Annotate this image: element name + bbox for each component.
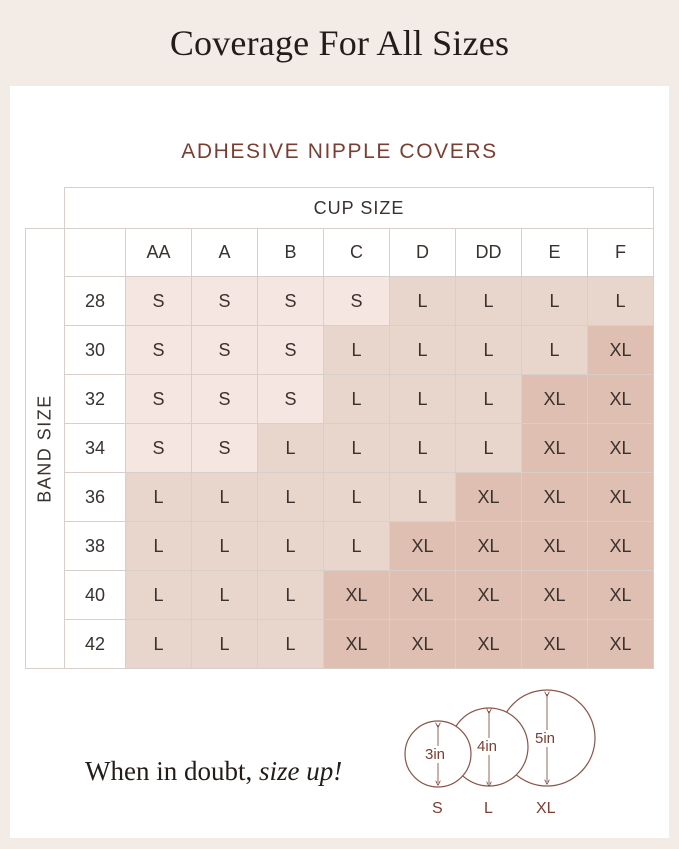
size-cell: S bbox=[258, 277, 324, 326]
size-cell: S bbox=[192, 375, 258, 424]
cup-header-e: E bbox=[522, 229, 588, 277]
cup-header-a: A bbox=[192, 229, 258, 277]
size-cell: XL bbox=[522, 522, 588, 571]
size-cell: L bbox=[324, 522, 390, 571]
size-cell: XL bbox=[522, 571, 588, 620]
size-cell: XL bbox=[522, 375, 588, 424]
size-cell: L bbox=[456, 277, 522, 326]
size-cell: L bbox=[192, 571, 258, 620]
size-cell: XL bbox=[522, 473, 588, 522]
cup-header-dd: DD bbox=[456, 229, 522, 277]
tagline-prefix: When in doubt, bbox=[85, 756, 259, 786]
size-cell: L bbox=[126, 571, 192, 620]
l-label: L bbox=[484, 800, 493, 817]
cup-size-header: CUP SIZE bbox=[65, 188, 654, 229]
corner-cell bbox=[65, 229, 126, 277]
table-row bbox=[26, 473, 654, 522]
size-cell: L bbox=[456, 326, 522, 375]
band-label-30: 30 bbox=[65, 326, 126, 375]
size-cell: L bbox=[390, 277, 456, 326]
table-row bbox=[26, 571, 654, 620]
cup-header-c: C bbox=[324, 229, 390, 277]
cover-size-diagram bbox=[400, 688, 600, 818]
cover-circles bbox=[400, 688, 600, 788]
size-cell: S bbox=[324, 277, 390, 326]
size-cell: L bbox=[390, 424, 456, 473]
table-row bbox=[26, 375, 654, 424]
size-cell: XL bbox=[324, 571, 390, 620]
size-cell: S bbox=[258, 326, 324, 375]
size-cell: XL bbox=[588, 326, 654, 375]
band-size-label: BAND SIZE bbox=[34, 393, 55, 503]
size-cell: L bbox=[522, 326, 588, 375]
table-row bbox=[26, 277, 654, 326]
size-cell: L bbox=[126, 620, 192, 669]
size-cell: S bbox=[192, 424, 258, 473]
size-cell: L bbox=[258, 571, 324, 620]
table-row bbox=[26, 620, 654, 669]
size-cell: XL bbox=[588, 473, 654, 522]
size-cell: L bbox=[258, 424, 324, 473]
size-cell: L bbox=[390, 326, 456, 375]
size-chart-table bbox=[25, 187, 654, 669]
page-title: Coverage For All Sizes bbox=[169, 23, 510, 63]
size-cell: XL bbox=[390, 522, 456, 571]
size-cell: L bbox=[456, 424, 522, 473]
size-cell: L bbox=[456, 375, 522, 424]
cup-header-f: F bbox=[588, 229, 654, 277]
table-row bbox=[26, 522, 654, 571]
l-diameter: 4in bbox=[477, 738, 498, 755]
size-cell: L bbox=[192, 473, 258, 522]
size-cell: XL bbox=[588, 620, 654, 669]
band-label-38: 38 bbox=[65, 522, 126, 571]
size-cell: L bbox=[324, 375, 390, 424]
size-cell: S bbox=[258, 375, 324, 424]
band-label-32: 32 bbox=[65, 375, 126, 424]
size-cell: XL bbox=[324, 620, 390, 669]
size-cell: S bbox=[192, 326, 258, 375]
size-cell: XL bbox=[390, 620, 456, 669]
table-row bbox=[26, 424, 654, 473]
size-cell: L bbox=[324, 424, 390, 473]
size-cell: L bbox=[126, 473, 192, 522]
tagline-emphasis: size up! bbox=[258, 756, 343, 786]
size-cell: S bbox=[192, 277, 258, 326]
size-cell: S bbox=[126, 326, 192, 375]
cup-header-d: D bbox=[390, 229, 456, 277]
s-diameter: 3in bbox=[425, 746, 446, 763]
band-label-34: 34 bbox=[65, 424, 126, 473]
size-cell: L bbox=[390, 473, 456, 522]
cup-header-b: B bbox=[258, 229, 324, 277]
size-cell: L bbox=[258, 522, 324, 571]
band-label-40: 40 bbox=[65, 571, 126, 620]
size-cell: S bbox=[126, 277, 192, 326]
band-label-42: 42 bbox=[65, 620, 126, 669]
size-cell: L bbox=[522, 277, 588, 326]
size-cell: XL bbox=[588, 424, 654, 473]
chart-subtitle: ADHESIVE NIPPLE COVERS bbox=[181, 140, 498, 163]
size-cell: XL bbox=[456, 473, 522, 522]
table-row bbox=[26, 326, 654, 375]
size-cell: L bbox=[192, 522, 258, 571]
size-cell: XL bbox=[390, 571, 456, 620]
size-cell: XL bbox=[588, 522, 654, 571]
size-cell: XL bbox=[456, 571, 522, 620]
size-cell: L bbox=[390, 375, 456, 424]
band-label-28: 28 bbox=[65, 277, 126, 326]
size-cell: L bbox=[192, 620, 258, 669]
size-cell: L bbox=[324, 326, 390, 375]
cup-header-aa: AA bbox=[126, 229, 192, 277]
size-cell: XL bbox=[522, 424, 588, 473]
band-size-header bbox=[26, 229, 65, 669]
size-cell: L bbox=[258, 620, 324, 669]
size-cell: XL bbox=[456, 620, 522, 669]
size-cell: L bbox=[588, 277, 654, 326]
size-cell: XL bbox=[588, 571, 654, 620]
size-cell: L bbox=[324, 473, 390, 522]
size-cell: L bbox=[258, 473, 324, 522]
size-cell: S bbox=[126, 424, 192, 473]
tagline bbox=[85, 756, 342, 787]
size-cell: S bbox=[126, 375, 192, 424]
size-cell: XL bbox=[588, 375, 654, 424]
xl-diameter: 5in bbox=[535, 730, 556, 747]
size-cell: XL bbox=[456, 522, 522, 571]
s-label: S bbox=[432, 800, 443, 817]
size-cell: XL bbox=[522, 620, 588, 669]
size-cell: L bbox=[126, 522, 192, 571]
band-label-36: 36 bbox=[65, 473, 126, 522]
xl-label: XL bbox=[536, 800, 556, 817]
